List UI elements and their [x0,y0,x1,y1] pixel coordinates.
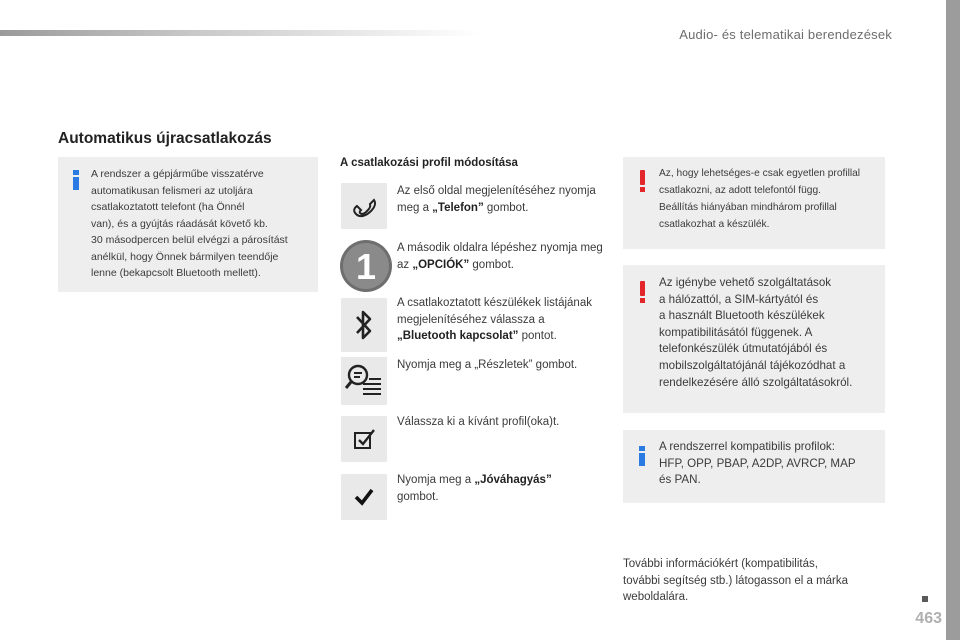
info-text: A rendszerrel kompatibilis profilok: HFP, OPP, PBAP, A2DP, AVRCP, MAP és PAN. [659,440,856,487]
warning-box-services [623,265,885,413]
profile-heading: A csatlakozási profil módosítása [340,157,518,169]
info-icon [638,446,646,466]
page-marker [922,596,928,602]
phone-icon [349,191,379,221]
step-details: Nyomja meg a „Részletek” gombot. [397,359,578,371]
info-icon [72,170,80,190]
phone-tile [341,183,387,229]
section-title: Automatikus újracsatlakozás [58,130,272,147]
page-number: 463 [915,610,942,627]
warning-icon [639,281,647,303]
step-confirm: Nyomja meg a „Jóváhagyás” gombot. [397,474,552,503]
header-gradient-bar [0,30,480,36]
warning-text: Az igénybe vehető szolgáltatások a hálózattól, a SIM-kártyától és a használt Bluetooth készülékek kompatibilitásától függenek. A telefonkészülék útmutatójából és mobilszolgáltatójánál tájékozódhat a rendelkezésére álló szolgáltatásokról. [659,276,853,389]
details-search-icon [345,362,383,400]
warning-icon [639,170,647,192]
info-box-profiles [623,430,885,503]
confirm-tile [341,474,387,520]
warning-box-profile [623,157,885,249]
number-one-icon [338,238,394,294]
checkbox-tile [341,416,387,462]
checkbox-icon [352,427,376,451]
page-edge-strip [946,0,960,640]
bluetooth-icon [352,307,376,343]
warning-text: Az, hogy lehetséges-e csak egyetlen profillal csatlakozni, az adott telefontól függ. Beállítás hiányában mindhárom profillal csatlakozhat a készülék. [659,168,861,230]
info-text: A rendszer a gépjárműbe visszatérve automatikusan felismeri az utoljára csatlakoztatott telefont (ha Önnél van), és a gyújtás ráadását követő kb. 30 másodpercen belül elvégzi a párosítást anélkül, hogy Önnek bármilyen teendője lenne (bekapcsolt Bluetooth mellett). [91,168,288,279]
step-number-text: 1 [355,246,377,287]
checkmark-icon [353,486,375,508]
step-options: A második oldalra lépéshez nyomja meg az „OPCIÓK” gombot. [397,242,603,271]
details-tile [341,357,387,405]
chapter-title: Audio- és telematikai berendezések [679,27,892,42]
footer-note: További információkért (kompatibilitás, további segítség stb.) látogasson el a márka weboldalára. [623,558,849,603]
info-box-reconnect [58,157,318,292]
bluetooth-tile [341,298,387,352]
step-bluetooth: A csatlakoztatott készülékek listájának megjelenítéséhez válassza a „Bluetooth kapcsolat” pontot. [397,297,592,342]
step-select-profile: Válassza ki a kívánt profil(oka)t. [397,416,560,428]
step-phone: Az első oldal megjelenítéséhez nyomja meg a „Telefon” gombot. [397,185,596,214]
